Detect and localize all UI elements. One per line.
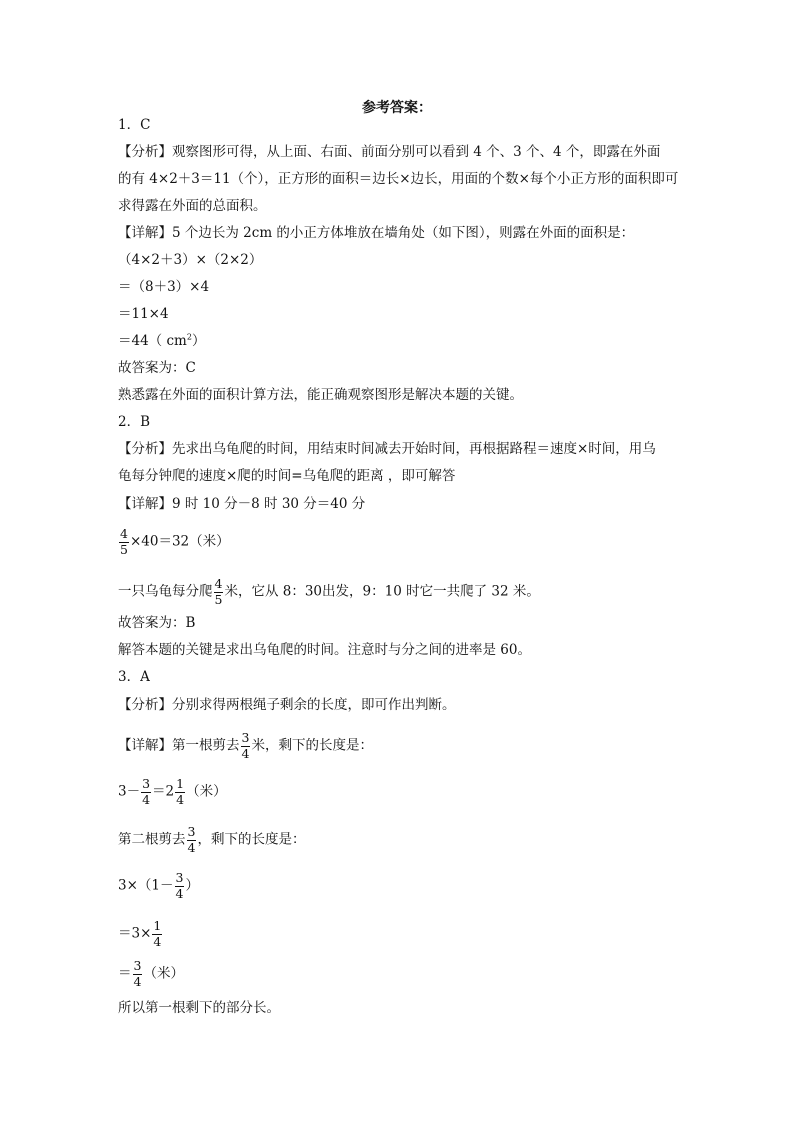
q1-step-1: （4×2＋3）×（2×2）: [118, 252, 263, 268]
q3-equation-4: ＝ $\frac{3}{4}$ （米）: [118, 958, 184, 989]
q2-number: 2．B: [118, 414, 151, 430]
fraction: $\frac{3}{4}$: [133, 958, 142, 989]
q3-equation-3: ＝3× $\frac{1}{4}$: [118, 918, 162, 949]
q1-analysis-line-1: 【分析】观察图形可得，从上面、右面、前面分别可以看到 4 个、3 个、4 个，即露在外面: [118, 144, 661, 160]
q3-equation-1: 3－ $\frac{3}{4}$ ＝2 $\frac{1}{4}$ （米）: [118, 776, 227, 807]
q3-conclusion: 所以第一根剩下的部分长。: [118, 1000, 280, 1016]
fraction: $\frac{4}{5}$: [120, 526, 128, 557]
q2-summary: 解答本题的关键是求出乌龟爬的时间。注意时与分之间的进率是 60。: [118, 642, 531, 658]
q1-step-2: ＝（8＋3）×4: [118, 279, 210, 295]
q2-calc: $\frac{4}{5}$ ×40＝32（米）: [120, 526, 230, 557]
q3-equation-2: 3×（1－ $\frac{3}{4}$ ）: [118, 870, 199, 901]
fraction: $\frac{3}{4}$: [187, 824, 196, 855]
q1-number: 1．C: [118, 117, 151, 133]
q2-analysis-line-2: 龟每分钟爬的速度×爬的时间=乌龟爬的距离 ，即可解答: [118, 468, 456, 484]
q3-detail: 【详解】第一根剪去 $\frac{3}{4}$ 米，剩下的长度是：: [118, 730, 373, 761]
q1-analysis-line-3: 求得露在外面的总面积。: [118, 198, 267, 214]
q2-sentence: 一只乌龟每分爬 $\frac{4}{5}$ 米，它从 8：30出发，9：10 时它一共爬了 32 米。: [118, 576, 540, 607]
q1-step-3: ＝11×4: [118, 306, 169, 322]
q3-analysis: 【分析】分别求得两根绳子剩余的长度，即可作出判断。: [118, 697, 456, 713]
page-title: 参考答案：: [362, 100, 432, 116]
q2-analysis-line-1: 【分析】先求出乌龟爬的时间，用结束时间减去开始时间，再根据路程＝速度×时间，用乌: [118, 441, 656, 457]
q1-superscript: 2: [186, 332, 192, 342]
q2-answer: 故答案为：B: [118, 615, 196, 631]
fraction: $\frac{4}{5}$: [214, 576, 223, 607]
q1-analysis-line-2: 的有 4×2＋3＝11（个），正方形的面积＝边长×边长，用面的个数×每个小正方形的面积即可: [118, 171, 679, 187]
fraction: $\frac{1}{4}$: [176, 776, 185, 807]
q3-number: 3．A: [118, 669, 150, 685]
q3-second-rope: 第二根剪去 $\frac{3}{4}$ ，剩下的长度是：: [118, 824, 306, 855]
fraction: $\frac{3}{4}$: [175, 870, 184, 901]
fraction: $\frac{1}{4}$: [153, 918, 162, 949]
q1-summary: 熟悉露在外面的面积计算方法，能正确观察图形是解决本题的关键。: [118, 387, 523, 403]
q1-answer: 故答案为：C: [118, 360, 196, 376]
q1-step-4: ＝44（ $cm^2$）: [118, 332, 206, 349]
fraction: $\frac{3}{4}$: [241, 730, 250, 761]
q2-detail: 【详解】9 时 10 分－8 时 30 分＝40 分: [118, 496, 366, 512]
fraction: $\frac{3}{4}$: [142, 776, 151, 807]
q1-detail: 【详解】5 个边长为 2cm 的小正方体堆放在墙角处（如下图），则露在外面的面积是：: [118, 225, 635, 241]
